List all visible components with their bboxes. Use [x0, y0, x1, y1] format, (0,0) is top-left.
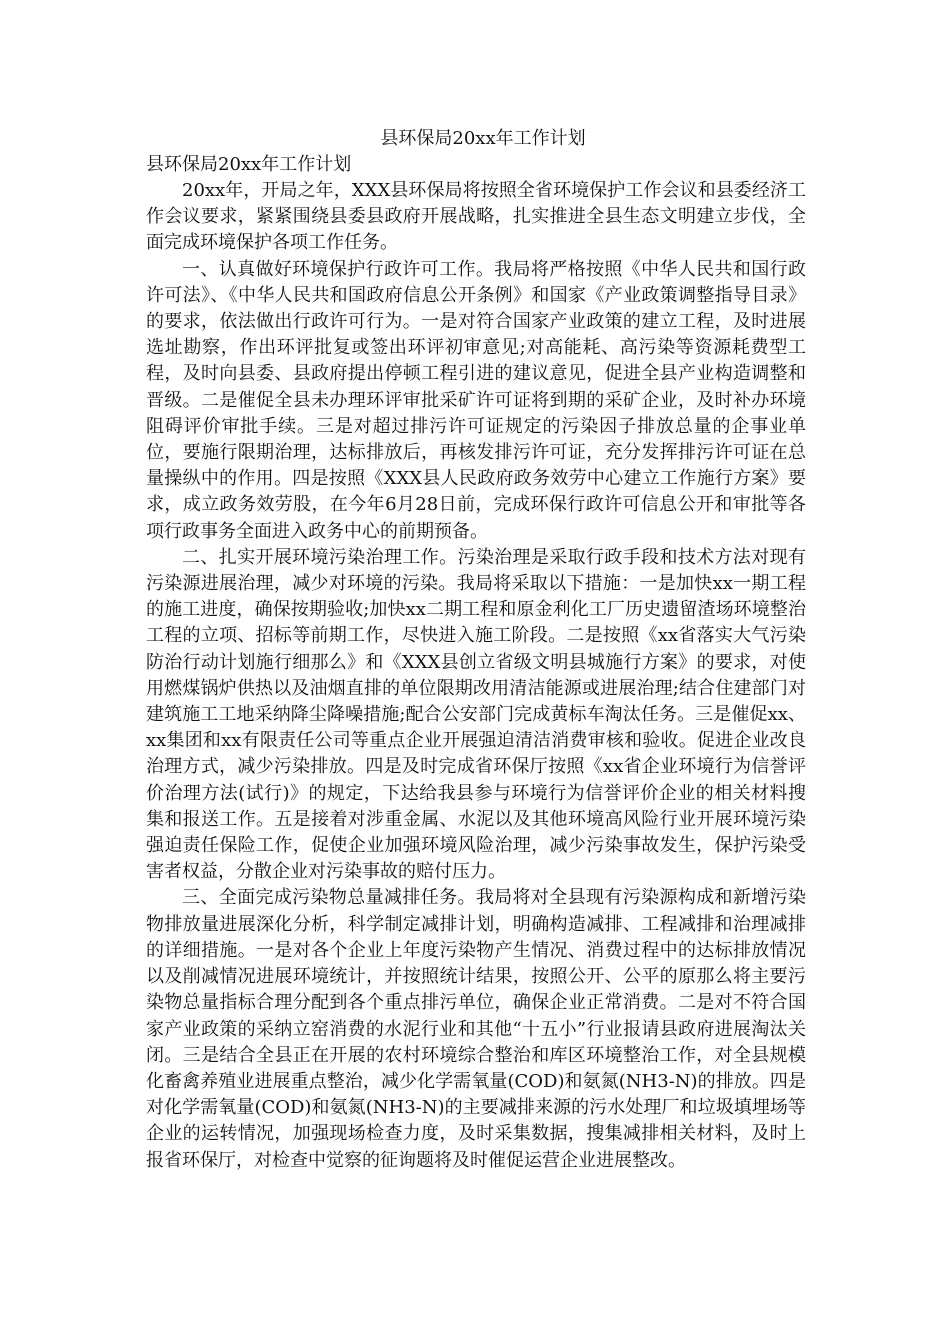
document-subtitle: 县环保局20xx年工作计划	[146, 154, 352, 175]
paragraph-section-2: 二、扎实开展环境污染治理工作。污染治理是采取行政手段和技术方法对现有污染源进展治理，减少对环境的污染。我局将采取以下措施：一是加快xx一期工程的施工进度，确保按期验收;加快xx二期工程和原金利化工厂历史遗留渣场环境整治工程的立项、招标等前期工作，尽快进入施工阶段。二是按照《xx省落实大气污染防治行动计划施行细那么》和《XXX县创立省级文明县城施行方案》的要求，对使用燃煤锅炉供热以及油烟直排的单位限期改用清洁能源或进展治理;结合住建部门对建筑施工工地采纳降尘降噪措施;配合公安部门完成黄标车淘汰任务。三是催促xx、xx集团和xx有限责任公司等重点企业开展强迫清洁消费审核和验收。促进企业改良治理方式，减少污染排放。四是及时完成省环保厅按照《xx省企业环境行为信誉评价治理方法(试行)》的规定，下达给我县参与环境行为信誉评价企业的相关材料搜集和报送工作。五是接着对涉重金属、水泥以及其他环境高风险行业开展环境污染强迫责任保险工作，促使企业加强环境风险治理，减少污染事故发生，保护污染受害者权益，分散企业对污染事故的赔付压力。	[146, 546, 806, 883]
paragraph-section-1: 一、认真做好环境保护行政许可工作。我局将严格按照《中华人民共和国行政许可法》、《中华人民共和国政府信息公开条例》和国家《产业政策调整指导目录》的要求，依法做出行政许可行为。一是对符合国家产业政策的建立工程，及时进展选址勘察，作出环评批复或签出环评初审意见;对高能耗、高污染等资源耗费型工程，及时向县委、县政府提出停顿工程引进的建议意见，促进全县产业构造调整和晋级。二是催促全县未办理环评审批采矿许可证将到期的采矿企业，及时补办环境阻碍评价审批手续。三是对超过排污许可证规定的污染因子排放总量的企事业单位，要施行限期治理，达标排放后，再核发排污许可证，充分发挥排污许可证在总量操纵中的作用。四是按照《XXX县人民政府政务效劳中心建立工作施行方案》要求，成立政务效劳股，在今年6月28日前，完成环保行政许可信息公开和审批等各项行政事务全面进入政务中心的前期预备。	[146, 258, 806, 542]
document-title: 县环保局20xx年工作计划	[380, 128, 586, 149]
document-page	[146, 118, 806, 1174]
paragraph-intro: 20xx年，开局之年，XXX县环保局将按照全省环境保护工作会议和县委经济工作会议要求，紧紧围绕县委县政府开展战略，扎实推进全县生态文明建立步伐，全面完成环境保护各项工作任务。	[146, 180, 806, 254]
paragraph-section-3: 三、全面完成污染物总量减排任务。我局将对全县现有污染源构成和新增污染物排放量进展深化分析，科学制定减排计划，明确构造减排、工程减排和治理减排的详细措施。一是对各个企业上年度污染物产生情况、消费过程中的达标排放情况以及削减情况进展环境统计，并按照统计结果，按照公开、公平的原那么将主要污染物总量指标合理分配到各个重点排污单位，确保企业正常消费。二是对不符合国家产业政策的采纳立窑消费的水泥行业和其他“十五小”行业报请县政府进展淘汰关闭。三是结合全县正在开展的农村环境综合整治和库区环境整治工作，对全县规模化畜禽养殖业进展重点整治，减少化学需氧量(COD)和氨氮(NH3-N)的排放。四是对化学需氧量(COD)和氨氮(NH3-N)的主要减排来源的污水处理厂和垃圾填埋场等企业的运转情况，加强现场检查力度，及时采集数据，搜集减排相关材料，及时上报省环保厅，对检查中觉察的征询题将及时催促运营企业进展整改。	[146, 887, 806, 1171]
